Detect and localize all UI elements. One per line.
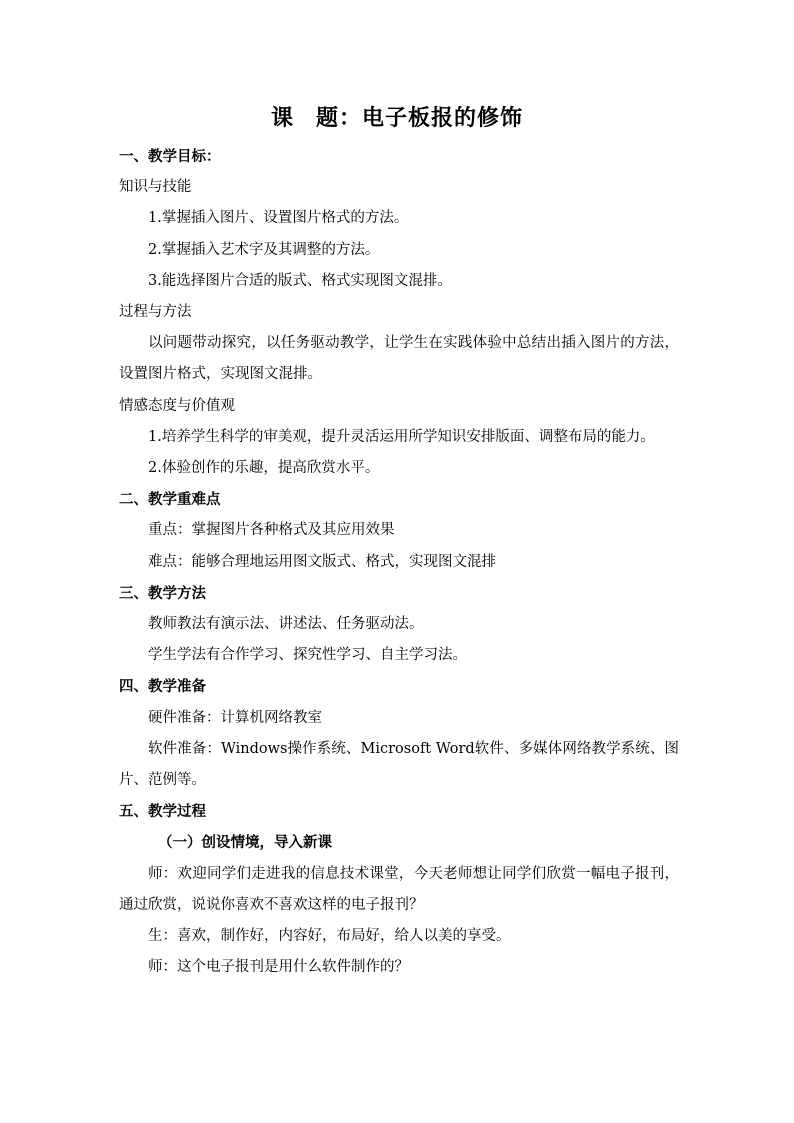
objective-item: 2.掌握插入艺术字及其调整的方法。 [148, 241, 380, 258]
attitude-item: 2.体验创作的乐趣，提高欣赏水平。 [148, 460, 380, 477]
preparation-item: 硬件准备：计算机网络教室 [148, 709, 322, 726]
dialogue-line: 师：欢迎同学们走进我的信息技术课堂，今天老师想让同学们欣赏一幅电子报刊，通过欣赏，说说你喜欢不喜欢这样的电子报刊？ [119, 865, 679, 913]
section-heading-preparation: 四、教学准备 [119, 678, 206, 696]
section-heading-objectives: 一、教学目标： [119, 148, 221, 165]
title-main: 题：电子板报的修饰 [316, 105, 524, 131]
process-subheading: （一）创设情境，导入新课 [158, 834, 332, 852]
method-item: 学生学法有合作学习、探究性学习、自主学习法。 [148, 647, 467, 664]
process-method-paragraph: 以问题带动探究，以任务驱动教学，让学生在实践体验中总结出插入图片的方法，设置图片格式，实现图文混排。 [119, 335, 679, 383]
section-heading-methods: 三、教学方法 [119, 584, 206, 602]
title-prefix: 课 [270, 105, 294, 131]
subheading-process-method: 过程与方法 [119, 304, 192, 321]
objective-item: 3.能选择图片合适的版式、格式实现图文混排。 [148, 272, 452, 289]
subheading-attitude-values: 情感态度与价值观 [119, 397, 235, 414]
section-heading-key-points: 二、教学重难点 [119, 491, 221, 509]
dialogue-line: 师：这个电子报刊是用什么软件制作的？ [148, 959, 409, 976]
section-heading-process: 五、教学过程 [119, 803, 206, 821]
attitude-item: 1.培养学生科学的审美观，提升灵活运用所学知识安排版面、调整布局的能力。 [148, 428, 655, 445]
key-point-item: 难点：能够合理地运用图文版式、格式，实现图文混排 [148, 553, 496, 570]
method-item: 教师教法有演示法、讲述法、任务驱动法。 [148, 616, 424, 633]
key-point-item: 重点：掌握图片各种格式及其应用效果 [148, 522, 395, 539]
subheading-knowledge-skills: 知识与技能 [119, 179, 192, 196]
preparation-item: 软件准备：Windows操作系统、Microsoft Word软件、多媒体网络教学系统、图片、范例等。 [119, 740, 679, 789]
document-body [119, 141, 679, 983]
dialogue-line: 生：喜欢，制作好，内容好，布局好，给人以美的享受。 [148, 928, 511, 945]
document-title [0, 100, 794, 136]
objective-item: 1.掌握插入图片、设置图片格式的方法。 [148, 210, 409, 227]
